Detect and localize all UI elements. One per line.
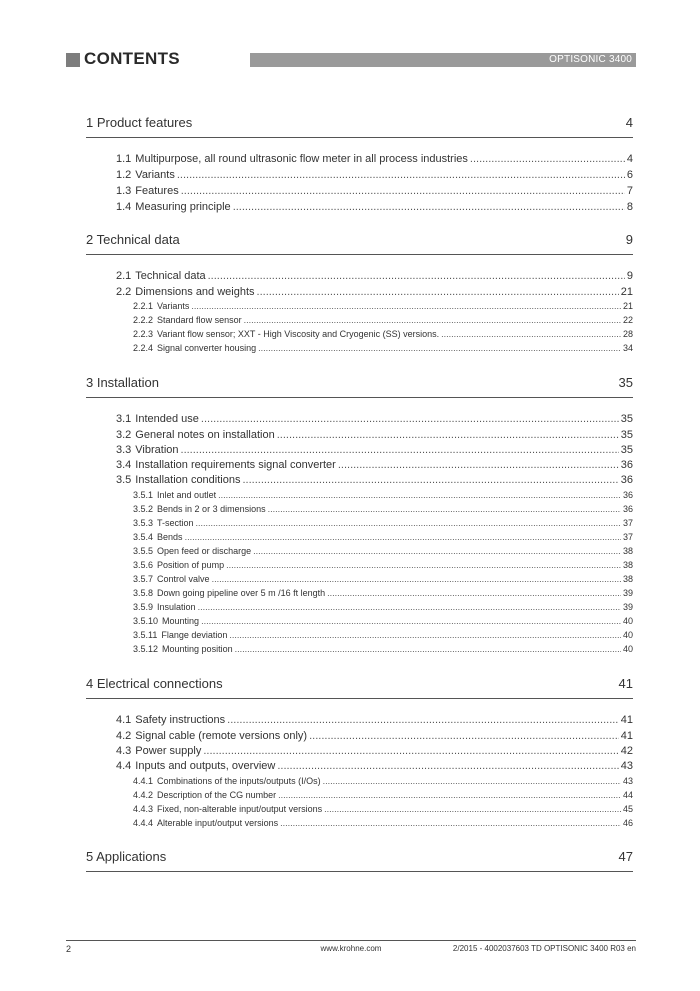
toc-leader xyxy=(212,574,621,585)
toc-page: 36 xyxy=(622,490,633,500)
chapter-page: 35 xyxy=(618,375,633,390)
toc-page: 37 xyxy=(622,518,633,528)
chapter-heading[interactable] xyxy=(86,232,633,255)
toc-entry[interactable] xyxy=(116,444,633,457)
toc-text: Variants xyxy=(135,169,175,181)
header-bar xyxy=(250,53,636,67)
toc-number: 3.5.9 xyxy=(133,602,154,612)
toc-entry[interactable] xyxy=(116,730,633,743)
toc-text: Variant flow sensor; XXT - High Viscosity and Cryogenic (SS) versions. xyxy=(157,329,440,339)
toc-number: 3.5 xyxy=(116,474,132,486)
toc-text: Measuring principle xyxy=(135,201,231,213)
toc-leader xyxy=(338,459,619,472)
toc-page: 35 xyxy=(620,429,633,441)
toc-leader xyxy=(196,518,621,529)
toc-text: Features xyxy=(135,185,179,197)
toc-page: 9 xyxy=(626,270,633,282)
toc-number: 3.5.8 xyxy=(133,588,154,598)
chapter-title: 1 Product features xyxy=(86,115,193,130)
toc-text: Inlet and outlet xyxy=(157,490,217,500)
toc-entry[interactable] xyxy=(116,474,633,487)
toc-page: 39 xyxy=(622,588,633,598)
toc-page: 22 xyxy=(622,315,633,325)
toc-number: 2.2.4 xyxy=(133,343,154,353)
chapter-heading[interactable] xyxy=(86,115,633,138)
toc-text: Power supply xyxy=(135,745,202,757)
toc-leader xyxy=(201,413,619,426)
page-title: CONTENTS xyxy=(84,49,180,68)
toc-page: 38 xyxy=(622,574,633,584)
toc-number: 4.4.1 xyxy=(133,776,154,786)
toc-number: 4.4.3 xyxy=(133,804,154,814)
toc-entry[interactable] xyxy=(116,429,633,442)
toc-number: 3.5.7 xyxy=(133,574,154,584)
toc-entry[interactable] xyxy=(116,153,633,166)
toc-text: Standard flow sensor xyxy=(157,315,242,325)
toc-page: 39 xyxy=(622,602,633,612)
toc-text: Control valve xyxy=(157,574,210,584)
toc-text: Dimensions and weights xyxy=(135,286,255,298)
toc-text: Multipurpose, all round ultrasonic flow meter in all process industries xyxy=(135,153,468,165)
toc-number: 3.5.10 xyxy=(133,616,159,626)
toc-page: 36 xyxy=(620,474,633,486)
toc-number: 2.2.1 xyxy=(133,301,154,311)
toc-number: 3.2 xyxy=(116,429,132,441)
toc-number: 3.4 xyxy=(116,459,132,471)
toc-number: 4.4.2 xyxy=(133,790,154,800)
toc-leader xyxy=(233,201,625,214)
toc-number: 4.1 xyxy=(116,714,132,726)
toc-page: 38 xyxy=(622,546,633,556)
toc-text: Vibration xyxy=(135,444,179,456)
toc-text: Flange deviation xyxy=(161,630,228,640)
toc-number: 4.4 xyxy=(116,760,132,772)
toc-leader xyxy=(280,818,621,829)
toc-number: 3.5.1 xyxy=(133,490,154,500)
toc-number: 3.5.6 xyxy=(133,560,154,570)
toc-number: 3.5.5 xyxy=(133,546,154,556)
toc-text: Inputs and outputs, overview xyxy=(135,760,276,772)
chapter-page: 9 xyxy=(625,232,633,247)
toc-entry[interactable] xyxy=(116,413,633,426)
toc-text: Down going pipeline over 5 m /16 ft length xyxy=(157,588,326,598)
toc-number: 3.1 xyxy=(116,413,132,425)
toc-leader xyxy=(257,286,619,299)
toc-page: 35 xyxy=(620,444,633,456)
toc-entry[interactable] xyxy=(116,714,633,727)
toc-leader xyxy=(201,616,621,627)
toc-text: Description of the CG number xyxy=(157,790,277,800)
toc-leader xyxy=(242,474,618,487)
toc-text: Safety instructions xyxy=(135,714,226,726)
toc-subentry[interactable] xyxy=(133,602,633,613)
header-square-marker xyxy=(66,53,80,67)
toc-leader xyxy=(253,546,621,557)
toc-page: 35 xyxy=(620,413,633,425)
toc-leader xyxy=(268,504,621,515)
toc-subentry[interactable] xyxy=(133,616,633,627)
toc-number: 4.2 xyxy=(116,730,132,742)
toc-subentry[interactable] xyxy=(133,644,633,655)
toc-leader xyxy=(181,185,625,198)
chapter-heading[interactable] xyxy=(86,849,633,872)
toc-page: 42 xyxy=(620,745,633,757)
toc-page: 36 xyxy=(622,504,633,514)
toc-number: 1.2 xyxy=(116,169,132,181)
toc-number: 4.4.4 xyxy=(133,818,154,828)
toc-leader xyxy=(191,301,621,312)
toc-text: Mounting position xyxy=(162,644,233,654)
toc-page: 45 xyxy=(622,804,633,814)
toc-text: Position of pump xyxy=(157,560,225,570)
toc-text: Fixed, non-alterable input/output versions xyxy=(157,804,323,814)
toc-number: 3.3 xyxy=(116,444,132,456)
toc-leader xyxy=(324,804,621,815)
chapter-page: 4 xyxy=(625,115,633,130)
toc-number: 1.3 xyxy=(116,185,132,197)
toc-leader xyxy=(227,714,619,727)
toc-leader xyxy=(208,270,625,283)
toc-leader xyxy=(327,588,621,599)
toc-subentry[interactable] xyxy=(133,804,633,815)
toc-subentry[interactable] xyxy=(133,790,633,801)
chapter-title: 3 Installation xyxy=(86,375,159,390)
toc-leader xyxy=(441,329,621,340)
toc-leader xyxy=(323,776,621,787)
page-footer xyxy=(66,940,636,957)
toc-text: T-section xyxy=(157,518,194,528)
toc-page: 36 xyxy=(620,459,633,471)
toc-text: Combinations of the inputs/outputs (I/Os) xyxy=(157,776,321,786)
toc-page: 7 xyxy=(626,185,633,197)
toc-text: Intended use xyxy=(135,413,199,425)
toc-entry[interactable] xyxy=(116,459,633,472)
toc-number: 2.2.3 xyxy=(133,329,154,339)
toc-page: 40 xyxy=(622,616,633,626)
toc-leader xyxy=(235,644,621,655)
toc-number: 1.1 xyxy=(116,153,132,165)
toc-entry[interactable] xyxy=(116,169,633,182)
toc-leader xyxy=(218,490,621,501)
footer-website-link[interactable]: www.krohne.com xyxy=(320,944,382,953)
footer-document-reference: 2/2015 - 4002037603 TD OPTISONIC 3400 R03 en xyxy=(452,944,636,953)
toc-entry[interactable] xyxy=(116,270,633,283)
toc-page: 40 xyxy=(622,630,633,640)
toc-leader xyxy=(277,760,618,773)
toc-number: 4.3 xyxy=(116,745,132,757)
toc-leader xyxy=(277,429,619,442)
toc-number: 3.5.12 xyxy=(133,644,159,654)
toc-leader xyxy=(278,790,621,801)
toc-page: 37 xyxy=(622,532,633,542)
toc-subentry[interactable] xyxy=(133,343,633,354)
chapter-page: 47 xyxy=(618,849,633,864)
toc-text: General notes on installation xyxy=(135,429,275,441)
toc-subentry[interactable] xyxy=(133,329,633,340)
toc-text: Installation requirements signal converter xyxy=(135,459,336,471)
toc-text: Bends xyxy=(157,532,183,542)
toc-entry[interactable] xyxy=(116,201,633,214)
toc-page: 46 xyxy=(622,818,633,828)
toc-leader xyxy=(198,602,621,613)
toc-subentry[interactable] xyxy=(133,518,633,529)
toc-subentry[interactable] xyxy=(133,630,633,641)
toc-subentry[interactable] xyxy=(133,776,633,787)
footer-page-number: 2 xyxy=(66,944,72,954)
toc-leader xyxy=(309,730,619,743)
toc-entry[interactable] xyxy=(116,286,633,299)
toc-subentry[interactable] xyxy=(133,574,633,585)
toc-entry[interactable] xyxy=(116,745,633,758)
toc-leader xyxy=(258,343,621,354)
toc-subentry[interactable] xyxy=(133,546,633,557)
toc-text: Bends in 2 or 3 dimensions xyxy=(157,504,266,514)
toc-leader xyxy=(181,444,619,457)
toc-page: 34 xyxy=(622,343,633,353)
toc-number: 3.5.3 xyxy=(133,518,154,528)
toc-page: 28 xyxy=(622,329,633,339)
toc-subentry[interactable] xyxy=(133,301,633,312)
toc-subentry[interactable] xyxy=(133,504,633,515)
chapter-heading[interactable] xyxy=(86,375,633,398)
toc-subentry[interactable] xyxy=(133,532,633,543)
toc-entry[interactable] xyxy=(116,760,633,773)
toc-leader xyxy=(203,745,618,758)
toc-number: 3.5.2 xyxy=(133,504,154,514)
toc-text: Alterable input/output versions xyxy=(157,818,279,828)
product-name: OPTISONIC 3400 xyxy=(549,54,632,65)
toc-number: 3.5.11 xyxy=(133,630,158,640)
toc-text: Open feed or discharge xyxy=(157,546,252,556)
toc-number: 2.2.2 xyxy=(133,315,154,325)
toc-page: 4 xyxy=(626,153,633,165)
toc-page: 44 xyxy=(622,790,633,800)
chapter-heading[interactable] xyxy=(86,676,633,699)
toc-page: 41 xyxy=(620,730,633,742)
toc-text: Installation conditions xyxy=(135,474,241,486)
toc-number: 2.1 xyxy=(116,270,132,282)
toc-leader xyxy=(177,169,625,182)
toc-entry[interactable] xyxy=(116,185,633,198)
chapter-title: 4 Electrical connections xyxy=(86,676,223,691)
toc-subentry[interactable] xyxy=(133,490,633,501)
toc-page: 43 xyxy=(622,776,633,786)
toc-text: Signal cable (remote versions only) xyxy=(135,730,308,742)
toc-text: Mounting xyxy=(162,616,200,626)
toc-page: 41 xyxy=(620,714,633,726)
toc-page: 6 xyxy=(626,169,633,181)
toc-page: 38 xyxy=(622,560,633,570)
toc-subentry[interactable] xyxy=(133,588,633,599)
toc-text: Signal converter housing xyxy=(157,343,257,353)
toc-number: 2.2 xyxy=(116,286,132,298)
toc-subentry[interactable] xyxy=(133,560,633,571)
chapter-page: 41 xyxy=(618,676,633,691)
toc-page: 21 xyxy=(620,286,633,298)
toc-page: 8 xyxy=(626,201,633,213)
chapter-title: 5 Applications xyxy=(86,849,167,864)
toc-leader xyxy=(244,315,621,326)
toc-number: 3.5.4 xyxy=(133,532,154,542)
toc-text: Technical data xyxy=(135,270,206,282)
page-header xyxy=(66,49,636,68)
toc-subentry[interactable] xyxy=(133,315,633,326)
chapter-title: 2 Technical data xyxy=(86,232,180,247)
toc-page: 40 xyxy=(622,644,633,654)
toc-leader xyxy=(226,560,621,571)
toc-number: 1.4 xyxy=(116,201,132,213)
toc-text: Variants xyxy=(157,301,190,311)
toc-page: 21 xyxy=(622,301,633,311)
toc-text: Insulation xyxy=(157,602,196,612)
toc-leader xyxy=(185,532,621,543)
toc-subentry[interactable] xyxy=(133,818,633,829)
toc-leader xyxy=(470,153,625,166)
toc-page: 43 xyxy=(620,760,633,772)
toc-leader xyxy=(229,630,621,641)
